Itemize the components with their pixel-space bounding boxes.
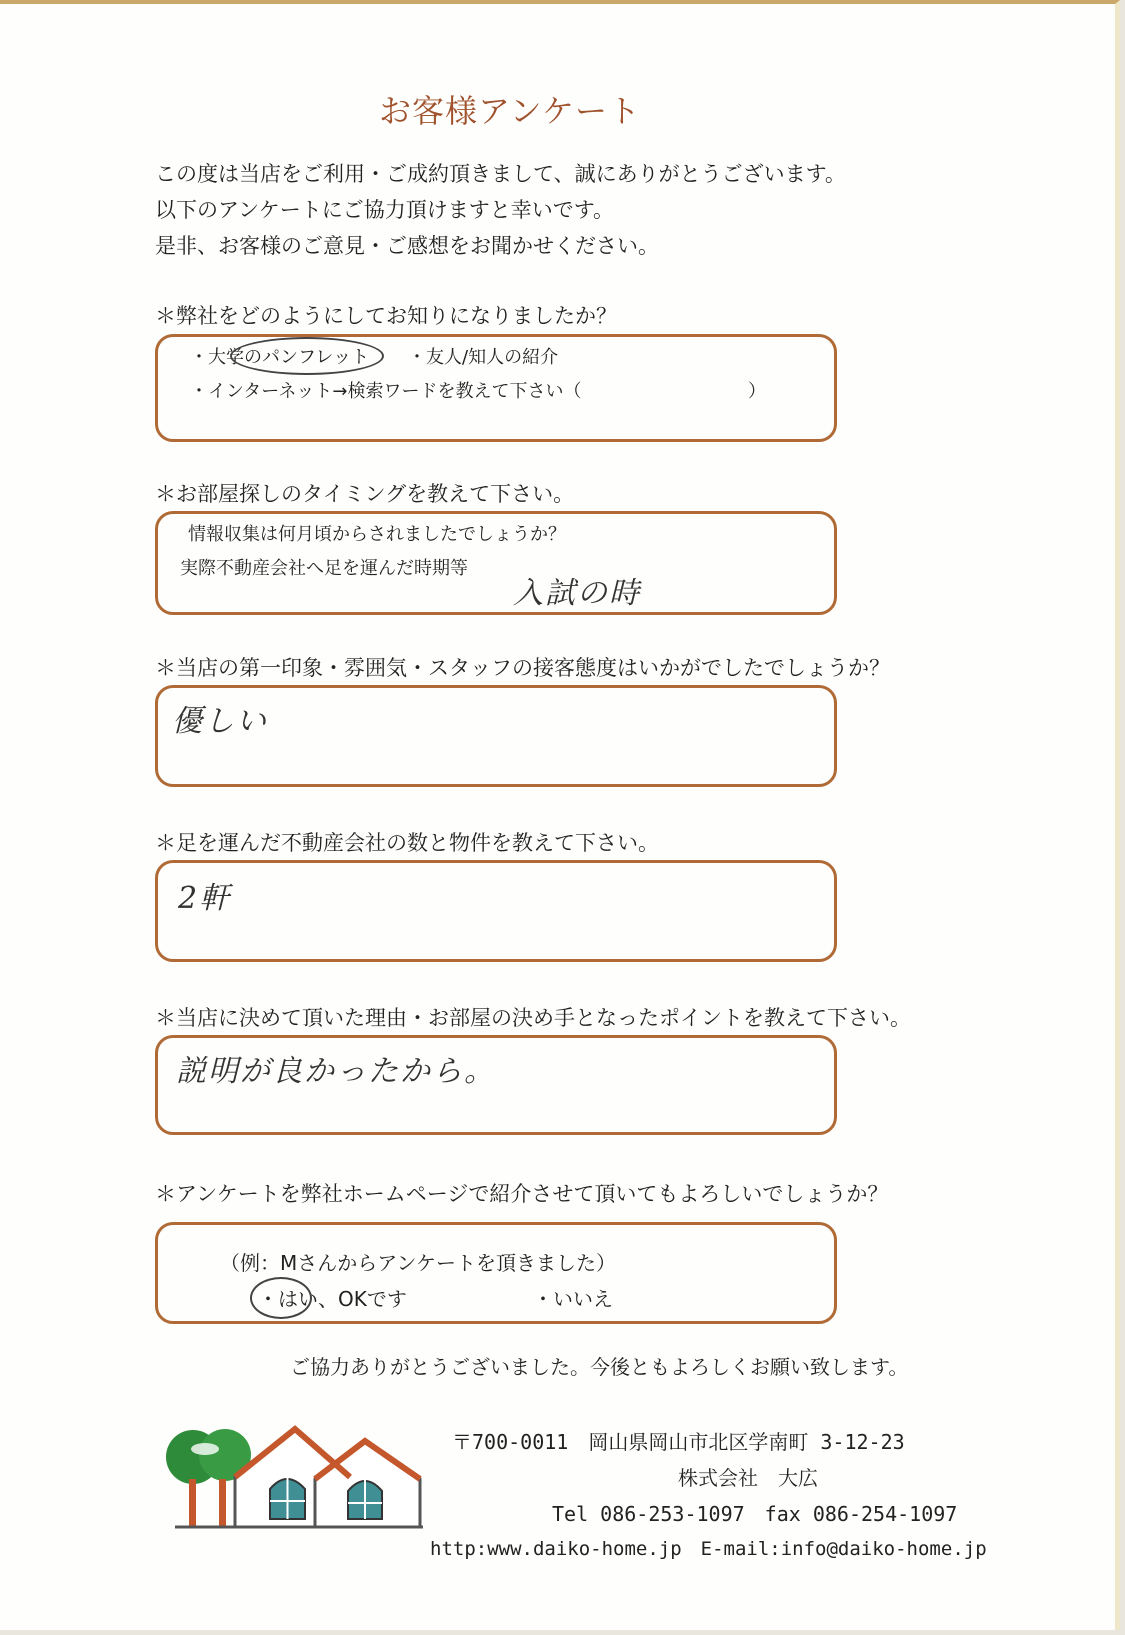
question-2: ＊お部屋探しのタイミングを教えて下さい。 xyxy=(155,482,575,506)
option-internet[interactable]: ・インターネット→検索ワードを教えて下さい（ xyxy=(190,381,582,402)
hint-visit-timing: 実際不動産会社へ足を運んだ時期等 xyxy=(180,558,468,579)
company-address: 〒700-0011 岡山県岡山市北区学南町 3-12-23 xyxy=(452,1430,905,1454)
answer-box-1 xyxy=(155,334,837,442)
selection-circle xyxy=(250,1277,312,1319)
question-1: ＊弊社をどのようにしてお知りになりましたか？ xyxy=(155,304,617,328)
company-tel-fax: Tel 086-253-1097 fax 086-254-1097 xyxy=(552,1502,958,1526)
question-3: ＊当店の第一印象・雰囲気・スタッフの接客態度はいかがでしたでしょうか？ xyxy=(155,656,890,680)
handwritten-answer-5: 説明が良かったから。 xyxy=(176,1054,496,1089)
company-web-email[interactable]: http:www.daiko-home.jp E-mail:info@daiko-home.jp xyxy=(430,1538,987,1560)
question-6: ＊アンケートを弊社ホームページで紹介させて頂いてもよろしいでしょうか？ xyxy=(155,1182,889,1206)
option-yes[interactable]: ・はい、OKです xyxy=(258,1287,407,1311)
intro-line-2: 以下のアンケートにご協力頂けますと幸いです。 xyxy=(155,198,615,222)
company-name: 株式会社 大広 xyxy=(678,1466,818,1490)
option-friend-referral[interactable]: ・友人/知人の紹介 xyxy=(408,347,559,368)
closing-message: ご協力ありがとうございました。今後ともよろしくお願い致します。 xyxy=(290,1355,909,1379)
option-no[interactable]: ・いいえ xyxy=(533,1287,613,1311)
answer-box-2 xyxy=(155,511,837,615)
answer-box-3 xyxy=(155,685,837,787)
intro-line-1: この度は当店をご利用・ご成約頂きまして、誠にありがとうございます。 xyxy=(155,162,846,186)
handwritten-answer-3: 優しい xyxy=(172,704,268,739)
intro-text xyxy=(155,156,846,264)
page-title: お客様アンケート xyxy=(378,92,642,130)
option-internet-close: ） xyxy=(748,381,766,402)
question-5: ＊当店に決めて頂いた理由・お部屋の決め手となったポイントを教えて下さい。 xyxy=(155,1006,911,1030)
question-4: ＊足を運んだ不動産会社の数と物件を教えて下さい。 xyxy=(155,831,659,855)
house-logo-icon xyxy=(165,1419,425,1529)
answer-box-5 xyxy=(155,1035,837,1135)
option-university-pamphlet[interactable]: ・大学のパンフレット xyxy=(190,347,370,368)
hint-info-gathering: 情報収集は何月頃からされましたでしょうか？ xyxy=(188,524,566,545)
intro-line-3: 是非、お客様のご意見・ご感想をお聞かせください。 xyxy=(155,234,659,258)
selection-circle xyxy=(230,337,384,375)
handwritten-answer-4: 2軒 xyxy=(178,881,232,916)
handwritten-answer-2: 入試の時 xyxy=(513,576,641,611)
answer-box-6 xyxy=(155,1222,837,1324)
answer-box-4 xyxy=(155,860,837,962)
example-text: （例：Mさんからアンケートを頂きました） xyxy=(220,1251,617,1275)
